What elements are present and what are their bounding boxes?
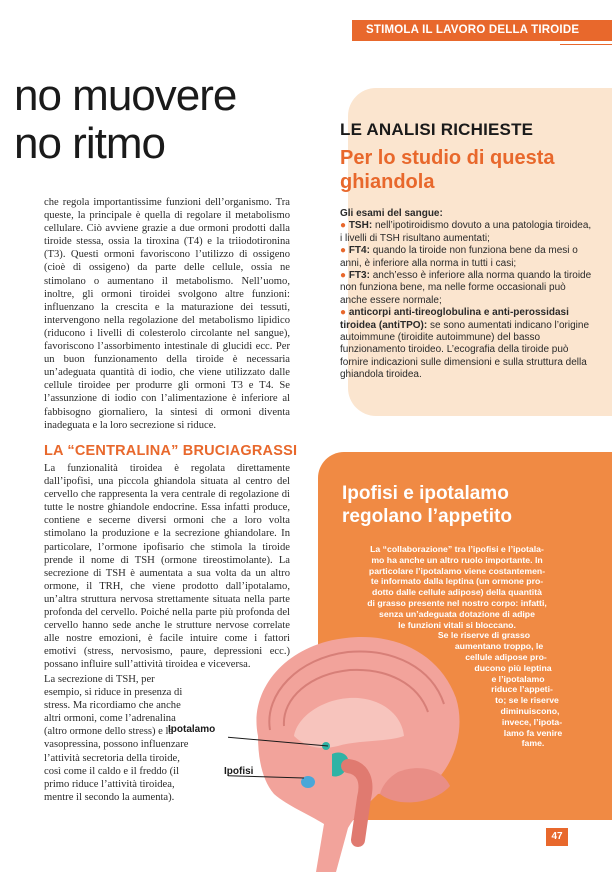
bullet-icon: ● xyxy=(340,270,347,282)
article-text-2: La funzionalità tiroidea è regolata direttamente dall’ipofisi, una piccola ghiandola situata al centro del cervello che rappresenta la vera centrale di regolazione di tutte le nostre ghiandole endocrine. Essa infatti produce, contiene e secerne diversi ormoni che a loro volta stimolano la produzione e la secrezione ghiandolare. In particolare, l’ormone ipofisario che stimola la tiroide prende il nome di TSH (ormone tireostimolante). La secrezione di TSH è aumentata a sua volta da un altro ormone, il TRH, che viene prodotto dall’ipotalamo, un’altra struttura nervosa strettamente situata nella parte profonda del cervello. Poiché nella parte più profonda del cervello hanno sede anche le strutture nervose correlate alle nostre emozioni, è facile intuire come i fattori emotivi (stress, nervosismo, paure, depressioni ecc.) possano influire sull’attività tiroidea e viceversa. xyxy=(44,463,290,671)
analysis-item xyxy=(340,307,592,381)
sidebar-line: lamo fa venire xyxy=(503,727,563,738)
analysis-term: anticorpi anti-tireoglobulina e anti-perossidasi tiroidea (antiTPO): xyxy=(340,307,569,331)
bullet-icon: ● xyxy=(340,220,347,232)
sidebar-line: fame. xyxy=(521,738,545,749)
sidebar-line: mo ha anche un altro ruolo importante. In xyxy=(371,554,543,565)
analysis-body xyxy=(340,208,592,382)
sidebar-line: riduce l’appeti- xyxy=(491,684,553,695)
sidebar-line: Se le riserve di grasso xyxy=(437,630,531,641)
article-text-3: La secrezione di TSH, per esempio, si riduce in presenza di stress. Ma ricordiamo che anche altri ormoni, come l’adrenalina (altro ormone dello stress) e la vasopressina, possono influenzare l’attività secretoria della tiroide, così come il caldo e il freddo (il primo riduce l’attività tiroidea, mentre il secondo la aumenta). xyxy=(44,674,189,803)
pituitary-label: Ipofisi xyxy=(224,766,254,777)
sidebar-line: di grasso presente nel nostro corpo: infatti, xyxy=(367,597,547,608)
sidebar-line: to; se le riserve xyxy=(495,695,559,706)
analysis-title: LE ANALISI RICHIESTE xyxy=(340,120,534,139)
analysis-term: FT4: xyxy=(348,245,370,257)
bullet-icon: ● xyxy=(340,307,347,319)
sidebar-line: cellule adipose pro- xyxy=(465,651,547,662)
analysis-item xyxy=(340,270,592,307)
sidebar-line: te informato dalla leptina (un ormone pro- xyxy=(370,576,544,587)
analysis-term: TSH: xyxy=(348,220,373,232)
header-rule xyxy=(560,44,612,45)
analysis-text: nell’ipotiroidismo dovuto a una patologia tiroidea, i livelli di TSH risultano aumentati; xyxy=(340,220,592,244)
analysis-item xyxy=(340,220,592,245)
section-label: STIMOLA IL LAVORO DELLA TIROIDE xyxy=(352,20,612,41)
sidebar-line: aumentano troppo, le xyxy=(454,641,544,652)
headline-line-2: no ritmo xyxy=(14,119,165,168)
analysis-text: quando la tiroide non funziona bene da mesi o anni, è inferiore alla norma in tutti i casi; xyxy=(340,245,578,269)
analysis-text: anch’esso è inferiore alla norma quando la tiroide non funziona bene, ma nelle forme occasionali può anche essere normale; xyxy=(340,270,592,306)
article-subheading: LA “CENTRALINA” BRUCIAGRASSI xyxy=(44,443,298,459)
analysis-item xyxy=(340,245,592,270)
sidebar-line: dotto dalle cellule adipose) della quantità xyxy=(372,587,542,598)
sidebar-line: La “collaborazione” tra l’ipofisi e l’ipotala- xyxy=(370,544,544,554)
sidebar-line: e l’ipotalamo xyxy=(491,673,545,684)
headline xyxy=(14,72,324,168)
bullet-icon: ● xyxy=(340,245,347,257)
analysis-text: se sono aumentati indicano l’origine autoimmune (tiroidite autoimmune) del basso funzionamento tiroideo. L’ecografia della tiroide può fornire indicazioni sulle dimensioni e sulla struttura della ghiandola tiroidea. xyxy=(340,319,590,381)
sidebar-line: invece, l’ipota- xyxy=(501,716,563,727)
article-text-1: che regola importantissime funzioni dell’organismo. Tra queste, la principale è quella di regolare il metabolismo cellulare. Ciò avviene grazie a due ormoni prodotti dalla tiroide stessa, ossia la tiroxina (T4) e la triiodotironina (T3). Questi ormoni favoriscono l’utilizzo di ossigeno (cioè di ossigeno) da parte delle cellule, ossia ne stimolano o aumentano il metabolismo. Nell’uomo, inoltre, gli ormoni tiroidei svolgono altre funzioni: influenzano la crescita e la maturazione dei tessuti, intervengono nella regolazione del metabolismo lipidico (riducono i livelli di colesterolo circolante nel sangue), favoriscono l’assorbimento intestinale di glucidi ecc. Per un buon funzionamento della tiroide è necessaria un’adeguata quantità di iodio, che viene utilizzato dalle cellule tiroidee per produrre gli ormoni T3 e T4. Se l’assunzione di iodio con l’alimentazione è inferiore al fabbisogno giornaliero, la sintesi di ormoni diventa inadeguata e la loro secrezione si riduce. xyxy=(44,197,290,431)
sidebar-line: senza un’adeguata dotazione di adipe xyxy=(379,608,535,619)
article-paragraph-1 xyxy=(44,196,290,432)
sidebar-line: particolare l’ipotalamo viene costantemen- xyxy=(368,565,546,576)
page-number: 47 xyxy=(546,828,568,846)
analysis-intro: Gli esami del sangue: xyxy=(340,208,443,219)
article-paragraph-3 xyxy=(44,673,194,804)
brain-illustration xyxy=(228,618,478,872)
headline-line-1: no muovere xyxy=(14,71,237,120)
sidebar-line: le funzioni vitali si bloccano. xyxy=(398,619,516,630)
sidebar-title: Ipofisi e ipotalamo regolano l’appetito xyxy=(342,483,512,527)
analysis-term: FT3: xyxy=(348,270,370,282)
analysis-subtitle: Per lo studio di questa ghiandola xyxy=(340,147,555,193)
hypothalamus-label: Ipotalamo xyxy=(168,724,216,735)
sidebar-line: ducono più leptina xyxy=(474,662,552,673)
sidebar-line: diminuiscono, xyxy=(500,705,560,716)
